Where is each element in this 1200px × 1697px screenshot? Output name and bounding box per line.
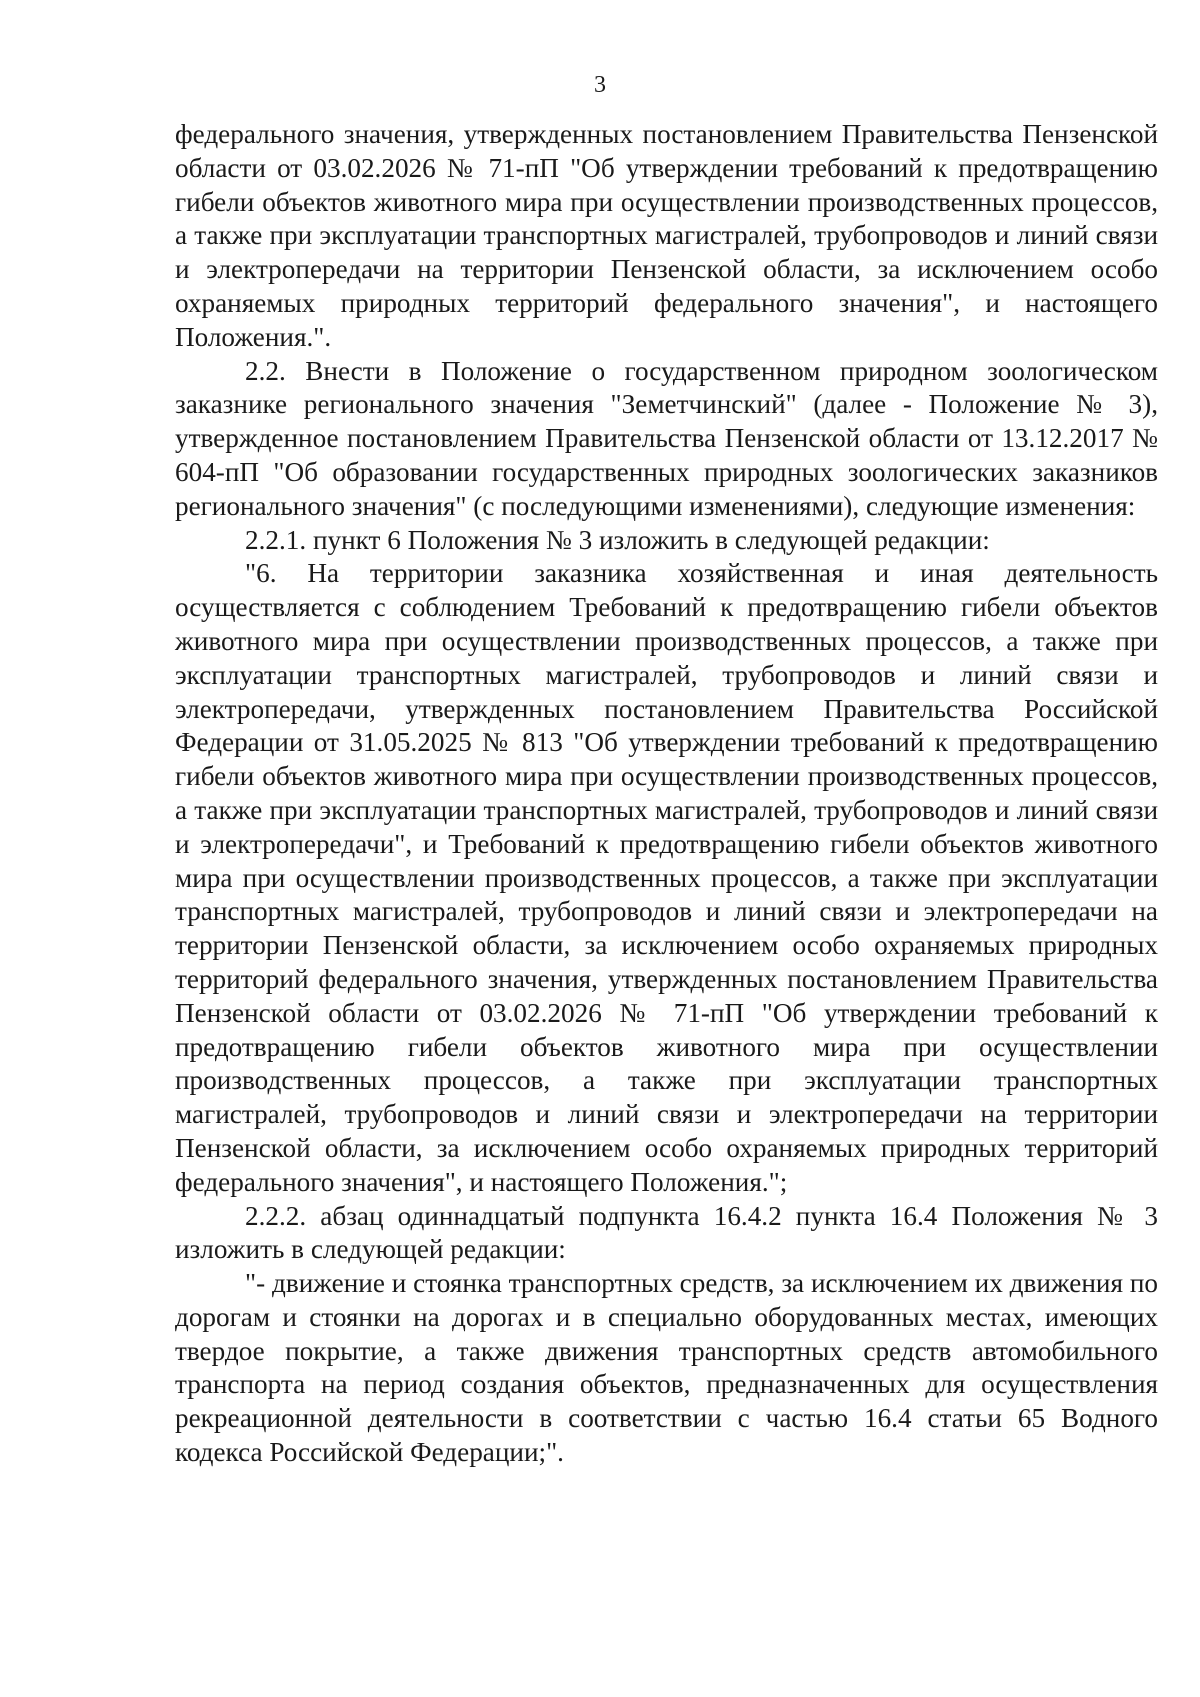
document-body — [175, 118, 1158, 1470]
paragraph-2-2-1: 2.2.1. пункт 6 Положения № 3 изложить в следующей редакции: — [245, 524, 990, 555]
paragraph-new-wording: "- движение и стоянка транспортных средств, за исключением их движения по дорогам и стоянки на дорогах и в специально оборудованных местах, имеющих твердое покрытие, а также движения транспортных средств автомобильного транспорта на период создания объектов, предназначенных для осуществления рекреационной деятельности в соответствии с частью 16.4 статьи 65 Водного кодекса Российской Федерации;". — [175, 1268, 1158, 1468]
page-number: 3 — [594, 72, 606, 98]
paragraph-continuation: федерального значения, утвержденных постановлением Правительства Пензенской области от 03.02.2026 № 71-пП "Об утверждении требований к предотвращению гибели объектов животного мира при осуществлении производственных процессов, а также при эксплуатации транспортных магистралей, трубопроводов и линий связи и электропередачи на территории Пензенской области, за исключением особо охраняемых природных территорий федерального значения", и настоящего Положения.". — [175, 119, 1158, 352]
paragraph-point-6-text: "6. На территории заказника хозяйственная и иная деятельность осуществляется с соблюдением Требований к предотвращению гибели объектов животного мира при осуществлении производственных процессов, а также при эксплуатации транспортных магистралей, трубопроводов и линий связи и электропередачи, утвержденных постановлением Правительства Российской Федерации от 31.05.2025 № 813 "Об утверждении требований к предотвращению гибели объектов животного мира при осуществлении производственных процессов, а также при эксплуатации транспортных магистралей, трубопроводов и линий связи и электропередачи", и Требований к предотвращению гибели объектов животного мира при осуществлении производственных процессов, а также при эксплуатации транспортных магистралей, трубопроводов и линий связи и электропередачи на территории Пензенской области, за исключением особо охраняемых природных территорий федерального значения, утвержденных постановлением Правительства Пензенской области от 03.02.2026 № 71-пП "Об утверждении требований к предотвращению гибели объектов животного мира при осуществлении производственных процессов, а также при эксплуатации транспортных магистралей, трубопроводов и линий связи и электропередачи на территории Пензенской области, за исключением особо охраняемых природных территорий федерального значения", и настоящего Положения."; — [175, 558, 1158, 1197]
paragraph-2-2: 2.2. Внести в Положение о государственном природном зоологическом заказнике регионального значения "Земетчинский" (далее - Положение № 3), утвержденное постановлением Правительства Пензенской области от 13.12.2017 № 604-пП "Об образовании государственных природных зоологических заказников регионального значения" (с последующими изменениями), следующие изменения: — [175, 355, 1158, 521]
paragraph-2-2-2: 2.2.2. абзац одиннадцатый подпункта 16.4.2 пункта 16.4 Положения № 3 изложить в следующей редакции: — [175, 1200, 1158, 1265]
